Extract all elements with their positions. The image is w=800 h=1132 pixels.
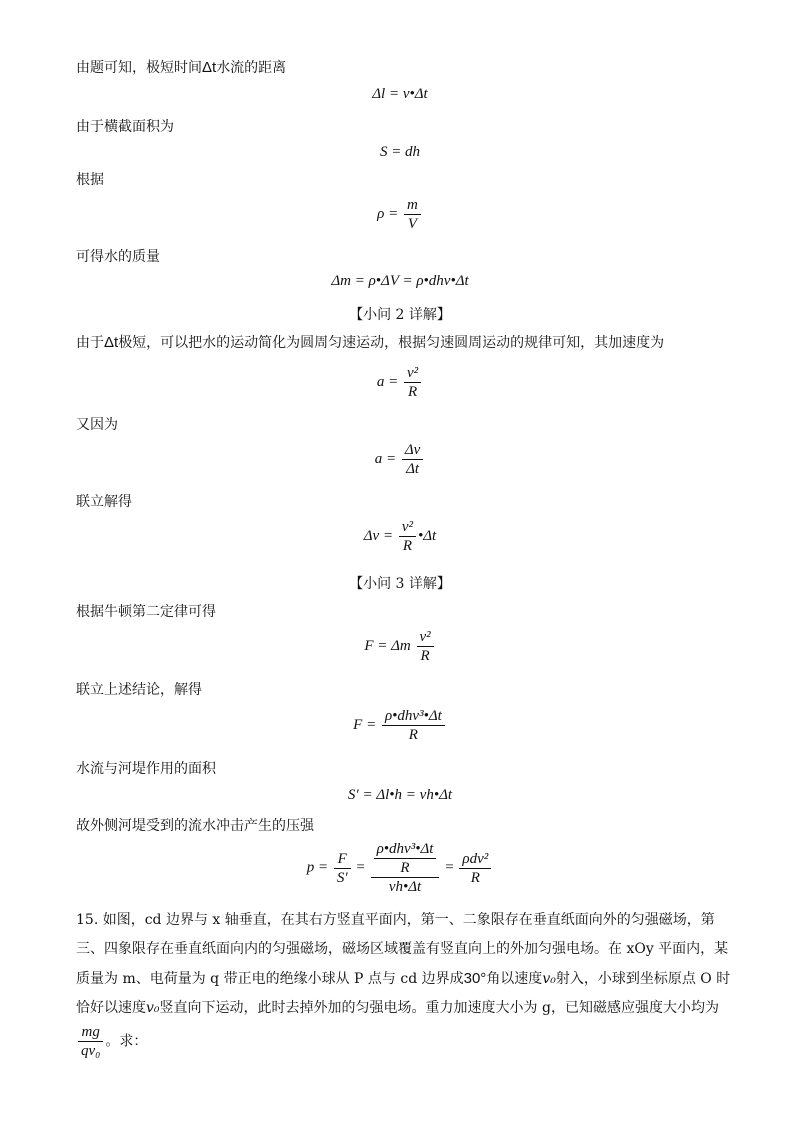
text-segment: 水流的距离	[216, 60, 287, 76]
numerator: v²	[399, 518, 416, 537]
text-line	[76, 492, 132, 512]
text-line	[76, 58, 286, 78]
equation	[0, 628, 800, 665]
section-heading: 【小问 3 详解】	[349, 576, 451, 592]
compound-fraction	[371, 840, 440, 896]
equation	[0, 196, 800, 233]
equation	[0, 787, 800, 804]
numerator: v²	[417, 628, 434, 647]
text-segment: 。求：	[105, 1033, 148, 1050]
text-segment: 由于	[76, 335, 104, 351]
math-symbol: Δt	[104, 334, 119, 351]
denominator: qv₀	[81, 1043, 101, 1059]
equation	[0, 518, 800, 555]
fraction	[459, 850, 491, 887]
equation-lhs: p =	[306, 859, 329, 876]
text-line	[76, 680, 202, 700]
text-segment: 根据牛顿第二定律可得	[76, 604, 216, 620]
fraction	[399, 518, 416, 555]
text-segment: 联立上述结论，解得	[76, 682, 202, 698]
equation-lhs: a =	[376, 373, 399, 390]
text-segment: 由于横截面积为	[76, 119, 174, 135]
equation-lhs: ρ =	[377, 205, 399, 222]
equation-text: Δm = ρ•ΔV = ρ•dhv•Δt	[331, 273, 469, 289]
math-symbol: Δt	[202, 59, 217, 76]
fraction	[404, 196, 421, 233]
denominator: S′	[336, 869, 348, 886]
equation	[0, 86, 800, 103]
numerator: ρ•dhv³•Δt	[374, 840, 437, 859]
equals-sign: =	[356, 859, 365, 876]
text-segment: 联立解得	[76, 494, 132, 510]
equation	[0, 364, 800, 401]
fraction	[334, 850, 351, 887]
text-line	[76, 170, 104, 190]
text-segment: 极短，可以把水的运动简化为圆周匀速运动，根据匀速圆周运动的规律可知，其加速度为	[118, 335, 665, 351]
math-symbol: v₀	[146, 1000, 160, 1016]
text-segment: 水流与河堤作用的面积	[76, 761, 216, 777]
denominator: R	[407, 384, 418, 400]
equation	[0, 144, 800, 161]
equation-lhs: Δv =	[363, 527, 394, 544]
numerator: ρ•dhv³•Δt	[382, 707, 445, 726]
text-segment: 角以速度	[486, 971, 543, 987]
text-segment: 可得水的质量	[76, 249, 160, 265]
text-segment: 故外侧河堤受到的流水冲击产生的压强	[76, 818, 314, 834]
equation-text: Δl = v•Δt	[372, 86, 428, 102]
numerator: v²	[404, 364, 421, 383]
text-segment: 射入，小球到坐标原点 O 时恰好以速度	[76, 971, 731, 1016]
text-segment: 又因为	[76, 417, 118, 433]
text-line	[76, 247, 160, 267]
text-segment: 竖直向下运动，此时去掉外加的匀强电场。重力加速度大小为 g，已知磁感应强度大小均为	[159, 1000, 719, 1016]
text-line	[76, 415, 118, 435]
denominator: R	[408, 727, 418, 743]
text-segment: 15. 如图，cd 边界与 x 轴垂直，在其右方竖直平面内，第一、二象限存在垂直纸面向外的匀强磁场，第三、四象限存在垂直纸面向内的匀强磁场，磁场区域覆盖有竖直向上的外加匀强电场。在 xOy 平面内，某质量为 m、电荷量为 q 带正电的绝缘小球从 P 点与 cd 边界成	[76, 912, 729, 987]
equation-text: S′ = Δl•h = vh•Δt	[347, 787, 453, 803]
equation	[0, 707, 800, 744]
equals-sign: =	[445, 859, 454, 876]
denominator: R	[400, 860, 410, 876]
text-segment: 根据	[76, 172, 104, 188]
fraction	[78, 1023, 103, 1060]
denominator: vh•Δt	[388, 879, 422, 895]
text-line	[76, 117, 174, 137]
equation	[0, 273, 800, 290]
denominator: R	[470, 869, 480, 886]
equation-text: S = dh	[379, 144, 421, 160]
denominator: Δt	[406, 461, 420, 477]
equation-lhs: F =	[353, 716, 377, 733]
equation	[0, 441, 800, 478]
equation-rhs: •Δt	[418, 527, 437, 544]
equation-lhs: F = Δm	[364, 637, 411, 654]
numerator: F	[334, 850, 351, 869]
problem-15-paragraph	[76, 906, 736, 1060]
fraction	[404, 364, 421, 401]
numerator: m	[404, 196, 421, 215]
fraction	[417, 628, 434, 665]
section-heading: 【小问 2 详解】	[349, 307, 451, 323]
text-line	[76, 333, 664, 353]
denominator: R	[420, 648, 430, 664]
text-line	[76, 816, 314, 836]
math-symbol: 30°	[463, 970, 487, 987]
math-symbol: v₀	[542, 971, 556, 987]
compound-numerator	[371, 840, 440, 878]
denominator: R	[402, 538, 412, 554]
fraction	[374, 840, 437, 877]
text-segment: 由题可知，极短时间	[76, 60, 202, 76]
text-line	[76, 759, 216, 779]
fraction	[382, 707, 445, 744]
numerator: mg	[78, 1023, 103, 1042]
numerator: Δv	[402, 441, 423, 460]
equation-lhs: a =	[374, 450, 397, 467]
fraction	[402, 441, 423, 478]
denominator: V	[407, 216, 417, 232]
equation	[0, 840, 800, 896]
numerator: ρdv²	[459, 850, 491, 869]
text-line	[76, 602, 216, 622]
